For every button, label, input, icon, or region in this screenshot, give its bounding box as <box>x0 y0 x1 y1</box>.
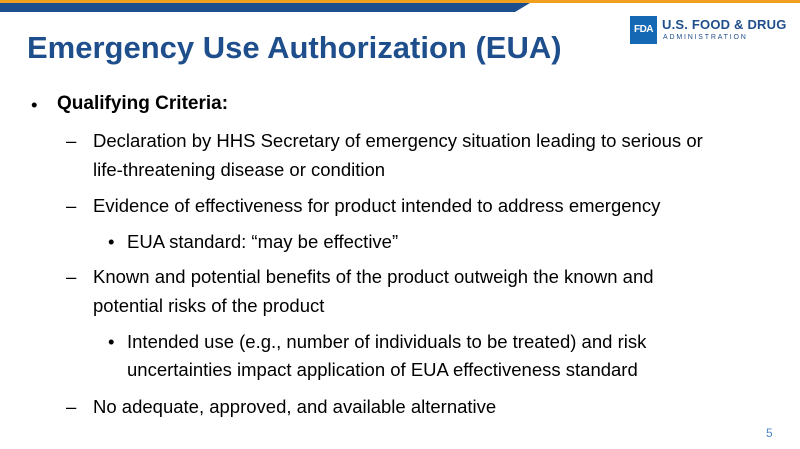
dash-marker: – <box>66 130 77 151</box>
fda-logo <box>630 16 790 46</box>
header-blue-bar <box>0 3 800 12</box>
criterion-text: Declaration by HHS Secretary of emergency situation leading to serious or <box>93 130 703 151</box>
sub-criterion-text: EUA standard: “may be effective” <box>127 231 399 252</box>
sub-bullet-marker: • <box>108 331 115 352</box>
page-number: 5 <box>766 426 773 440</box>
criterion-text: Known and potential benefits of the product outweigh the known and <box>93 266 654 287</box>
criterion-text: life-threatening disease or condition <box>93 159 386 180</box>
slide-title: Emergency Use Authorization (EUA) <box>27 30 562 65</box>
dash-marker: – <box>66 266 77 287</box>
sub-bullet-marker: • <box>108 231 115 252</box>
fda-logo-mark: FDA <box>630 16 657 44</box>
bullet-main: Qualifying Criteria: <box>57 93 229 114</box>
dash-marker: – <box>66 396 77 417</box>
sub-criterion-text: Intended use (e.g., number of individuals to be treated) and risk <box>127 331 647 352</box>
criterion-text: Evidence of effectiveness for product intended to address emergency <box>93 195 661 216</box>
criterion-text: potential risks of the product <box>93 295 325 316</box>
fda-logo-name: U.S. FOOD & DRUG <box>662 17 787 32</box>
bullet-marker: • <box>31 94 38 115</box>
sub-criterion-text: uncertainties impact application of EUA effectiveness standard <box>127 359 638 380</box>
dash-marker: – <box>66 195 77 216</box>
fda-logo-subtitle: ADMINISTRATION <box>663 34 748 41</box>
criterion-text: No adequate, approved, and available alternative <box>93 396 497 417</box>
